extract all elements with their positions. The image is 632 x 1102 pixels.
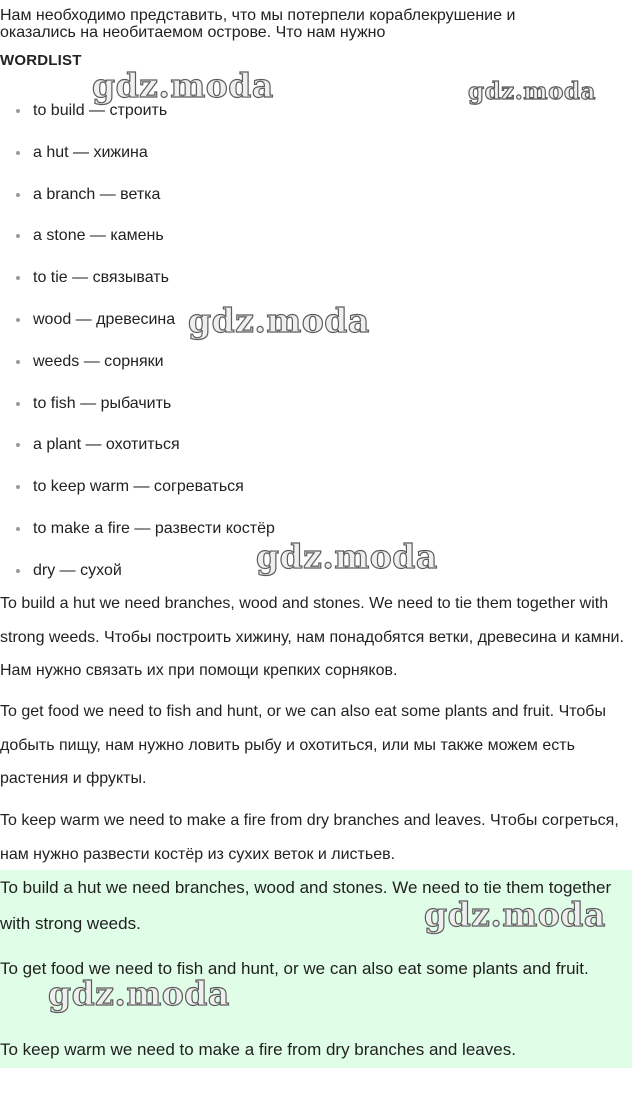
wordlist-item-text: a plant — охотиться <box>33 436 180 454</box>
wordlist-item-text: a stone — камень <box>33 227 164 245</box>
wordlist-item-text: wood — древесина <box>33 310 176 328</box>
wordlist-item <box>0 267 275 309</box>
answer-hut: To build a hut we need branches, wood and stones. We need to tie them together with strong weeds. <box>0 878 612 933</box>
wordlist-item <box>0 351 275 393</box>
watermark-logo: gdz.moda <box>48 974 230 1013</box>
wordlist-item-text: to keep warm — согреваться <box>33 478 244 496</box>
watermark-logo: gdz.moda <box>424 895 606 934</box>
intro-text: Нам необходимо представить, что мы потерпели кораблекрушение и <box>0 7 516 24</box>
wordlist-item <box>0 184 275 226</box>
bullet-icon <box>16 527 20 531</box>
watermark-logo: gdz.moda <box>468 78 596 105</box>
answer-box <box>0 870 632 1068</box>
watermark-logo: gdz.moda <box>92 66 274 105</box>
wordlist-item-text: to build — строить <box>33 102 168 119</box>
wordlist-item <box>0 225 275 267</box>
bullet-icon <box>16 569 20 573</box>
bullet-icon <box>16 234 20 238</box>
wordlist-item <box>0 100 275 142</box>
paragraph-food: To get food we need to fish and hunt, or we can also eat some plants and fruit. Чтобы добыть пищу, нам нужно ловить рыбу и охотиться, или мы также можем есть растения и фрукты. <box>0 703 606 787</box>
wordlist-item-text: a branch — ветка <box>33 185 161 203</box>
intro-text-cut <box>0 24 386 44</box>
bullet-icon <box>16 318 20 322</box>
wordlist-item <box>0 309 275 351</box>
bullet-icon <box>16 402 20 406</box>
wordlist-item <box>0 434 275 476</box>
wordlist <box>0 100 275 602</box>
wordlist-item-text: to tie — связывать <box>33 269 169 287</box>
watermark-logo: gdz.moda <box>188 301 370 340</box>
wordlist-item <box>0 518 275 560</box>
wordlist-item <box>0 142 275 184</box>
wordlist-item-text: a hut — хижина <box>33 143 148 161</box>
bullet-icon <box>16 360 20 364</box>
answer-warm: To keep warm we need to make a fire from dry branches and leaves. <box>0 1040 516 1059</box>
answer-food: To get food we need to fish and hunt, or we can also eat some plants and fruit. <box>0 959 589 978</box>
wordlist-item-text: to make a fire — развести костёр <box>33 519 275 537</box>
wordlist-item <box>0 393 275 435</box>
wordlist-item <box>0 476 275 518</box>
wordlist-item-text: weeds — сорняки <box>33 352 164 370</box>
bullet-icon <box>16 276 20 280</box>
bullet-icon <box>16 443 20 447</box>
wordlist-item-text: to fish — рыбачить <box>33 394 172 412</box>
intro-text-cut-line: оказались на необитаемом острове. Что нам нужно <box>0 24 386 41</box>
paragraph-hut: To build a hut we need branches, wood and stones. We need to tie them together with strong weeds. Чтобы построить хижину, нам понадобятся ветки, древесина и камни. Нам нужно связать их при помощи крепких сорняков. <box>0 595 624 679</box>
bullet-icon <box>16 485 20 489</box>
bullet-icon <box>16 193 20 197</box>
wordlist-item-text: dry — сухой <box>33 561 122 579</box>
bullet-icon <box>16 151 20 155</box>
wordlist-title: WORDLIST <box>0 52 82 69</box>
watermark-logo: gdz.moda <box>256 537 438 576</box>
bullet-icon <box>16 109 20 113</box>
paragraph-warm: To keep warm we need to make a fire from dry branches and leaves. Чтобы согреться, нам нужно развести костёр из сухих веток и листьев. <box>0 812 619 863</box>
